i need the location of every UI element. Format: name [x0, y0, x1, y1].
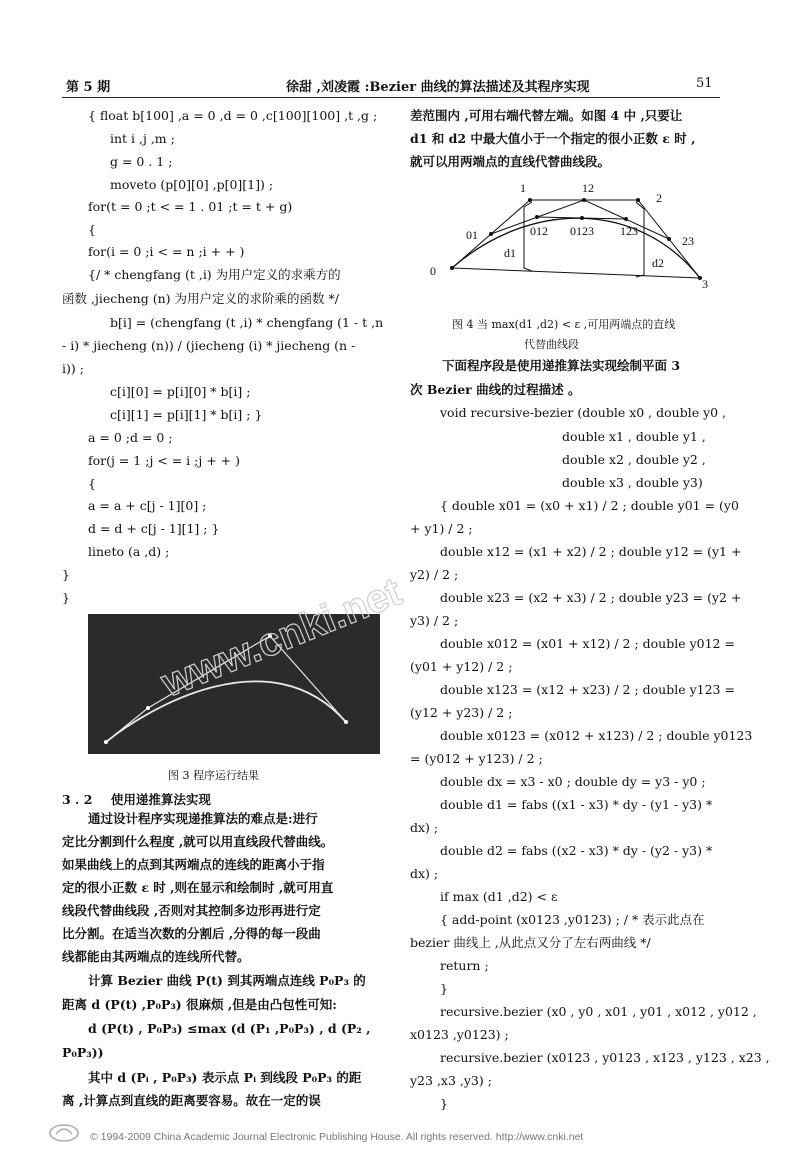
right-code-line: }: [440, 1096, 448, 1111]
left-para-line: 定的很小正数 ε 时 ,则在显示和绘制时 ,就可用直: [62, 880, 334, 895]
right-code-line: = (y012 + y123) / 2 ;: [410, 751, 543, 766]
section-heading: [62, 792, 211, 808]
left-code-line: for(t = 0 ;t < = 1 . 01 ;t = t + g): [88, 199, 293, 214]
right-code-line: double d2 = fabs ((x2 - x3) * dy - (y2 - y3) *: [440, 843, 713, 858]
fig4-label: 0: [430, 264, 436, 278]
left-para-line: 线段代替曲线段 ,否则对其控制多边形再进行定: [62, 903, 321, 918]
right-code-line: double d1 = fabs ((x1 - x3) * dy - (y1 - y3) *: [440, 797, 713, 812]
left-code-line: b[i] = (chengfang (t ,i) * chengfang (1 - t ,n: [110, 315, 384, 330]
right-code-line: { add-point (x0123 ,y0123) ; / * 表示此点在: [440, 912, 705, 927]
right-code-line: recursive.bezier (x0 , y0 , x01 , y01 , x012 , y012 ,: [440, 1004, 757, 1019]
left-para-line: d (P(t) , P₀P₃) ≤max (d (P₁ ,P₀P₃) , d (P₂ ,: [88, 1021, 371, 1036]
copyright-footer: © 1994-2009 China Academic Journal Electronic Publishing House. All rights reserved. http://www.cnki.net: [90, 1131, 584, 1143]
right-code-line: dx) ;: [410, 820, 439, 835]
left-para-line: 如果曲线上的点到其两端点的连线的距离小于指: [62, 857, 325, 872]
fig4-label: 2: [656, 191, 662, 205]
right-para-line: 就可以用两端点的直线代替曲线段。: [410, 154, 611, 169]
left-code-line: int i ,j ,m ;: [110, 131, 175, 146]
cnki-logo: [48, 1122, 80, 1144]
left-para-line: 其中 d (Pᵢ , P₀P₃) 表示点 Pᵢ 到线段 P₀P₃ 的距: [88, 1070, 362, 1085]
fig4-label: 3: [702, 277, 708, 291]
left-para-line: 距离 d (P(t) ,P₀P₃) 很麻烦 ,但是由凸包性可知:: [62, 997, 337, 1012]
fig4-point: [582, 198, 586, 202]
left-code-line: {/ * chengfang (t ,i) 为用户定义的求乘方的: [88, 267, 341, 282]
left-code-line: - i) * jiecheng (n)) / (jiecheng (i) * jiecheng (n -: [62, 338, 356, 353]
right-code-line: bezier 曲线上 ,从此点又分了左右两曲线 */: [410, 935, 651, 950]
issue-number: 第 5 期: [66, 80, 111, 95]
left-code-line: for(i = 0 ;i < = n ;i + + ): [88, 244, 245, 259]
right-code-line: + y1) / 2 ;: [410, 521, 473, 536]
right-code-line: double x23 = (x2 + x3) / 2 ; double y23 = (y2 +: [440, 590, 742, 605]
left-code-line: g = 0 . 1 ;: [110, 154, 173, 169]
fig4-point: [489, 232, 493, 236]
right-code-line: void recursive-bezier (double x0 , double y0 ,: [440, 405, 727, 420]
right-code-line: double x0123 = (x012 + x123) / 2 ; double y0123: [440, 728, 753, 743]
left-code-line: }: [62, 567, 70, 582]
fig4-label: 23: [682, 234, 694, 248]
left-code-line: lineto (a ,d) ;: [88, 544, 170, 559]
right-code-line: x0123 ,y0123) ;: [410, 1027, 509, 1042]
left-code-line: for(j = 1 ;j < = i ;j + + ): [88, 453, 240, 468]
left-para-line: 定比分割到什么程度 ,就可以用直线段代替曲线。: [62, 834, 334, 849]
fig3-control-point: [146, 706, 150, 710]
right-para-line: d1 和 d2 中最大值小于一个指定的很小正数 ε 时 ,: [410, 131, 696, 146]
fig4-point: [667, 237, 671, 241]
right-intro-line1: 下面程序段是使用递推算法实现绘制平面 3: [442, 358, 681, 373]
running-title: 徐甜 ,刘凌霞 :Bezier 曲线的算法描述及其程序实现: [286, 80, 590, 95]
left-code-line: {: [88, 476, 96, 491]
left-code-line: {: [88, 222, 96, 237]
left-para-line: 计算 Bezier 曲线 P(t) 到其两端点连线 P₀P₃ 的: [88, 973, 366, 988]
left-code-line: a = a + c[j - 1][0] ;: [88, 498, 207, 513]
right-code-line: double x12 = (x1 + x2) / 2 ; double y12 = (y1 +: [440, 544, 742, 559]
fig4-point: [450, 266, 454, 270]
left-para-line: 比分割。在适当次数的分割后 ,分得的每一段曲: [62, 926, 321, 941]
left-code-line: moveto (p[0][0] ,p[0][1]) ;: [110, 177, 274, 192]
fig4-label: d2: [652, 256, 664, 270]
left-para-line: 离 ,计算点到直线的距离要容易。故在一定的误: [62, 1093, 321, 1108]
right-code-line: (y12 + y23) / 2 ;: [410, 705, 513, 720]
fig3-control-point: [344, 720, 348, 724]
right-code-line: y2) / 2 ;: [410, 567, 459, 582]
right-code-line: double x012 = (x01 + x12) / 2 ; double y012 =: [440, 636, 735, 651]
right-code-line: double x1 , double y1 ,: [562, 429, 706, 444]
header-rule: [62, 97, 720, 98]
fig4-point: [535, 215, 539, 219]
fig4-caption-line2: 代替曲线段: [524, 338, 579, 351]
left-code-line: c[i][0] = p[i][0] * b[i] ;: [110, 384, 251, 399]
fig3-caption: 图 3 程序运行结果: [168, 769, 259, 782]
fig4-label: 01: [466, 228, 478, 242]
figure-3-program-output: [88, 569, 408, 754]
fig4-label: 1: [520, 181, 526, 195]
right-code-line: y3) / 2 ;: [410, 613, 459, 628]
right-code-line: y23 ,x3 ,y3) ;: [410, 1073, 492, 1088]
fig3-watermark: www.cnki.net: [155, 569, 408, 706]
fig4-point: [636, 198, 640, 202]
fig4-point: [624, 217, 628, 221]
left-code-line: c[i][1] = p[i][1] * b[i] ; }: [110, 407, 263, 422]
section-title: 使用递推算法实现: [110, 792, 211, 807]
fig4-label: 12: [582, 181, 594, 195]
running-header: [66, 76, 714, 98]
fig4-label: d1: [504, 246, 516, 260]
left-para-line: P₀P₃)): [62, 1045, 104, 1060]
right-code-line: }: [440, 981, 448, 996]
left-code-line: i)) ;: [62, 361, 84, 376]
left-code-line: 函数 ,jiecheng (n) 为用户定义的求阶乘的函数 */: [62, 291, 339, 306]
fig4-label: 012: [530, 224, 548, 238]
right-code-line: double x123 = (x12 + x23) / 2 ; double y123 =: [440, 682, 735, 697]
fig4-label: 123: [620, 224, 638, 238]
right-code-line: dx) ;: [410, 866, 439, 881]
right-para-line: 差范围内 ,可用右端代替左端。如图 4 中 ,只要让: [410, 108, 683, 123]
right-code-line: if max (d1 ,d2) < ε: [440, 889, 558, 904]
fig3-control-point: [104, 740, 108, 744]
left-para-line: 通过设计程序实现递推算法的难点是:进行: [88, 811, 318, 826]
left-code-line: d = d + c[j - 1][1] ; }: [88, 521, 220, 536]
right-code-line: recursive.bezier (x0123 , y0123 , x123 , y123 , x23 ,: [440, 1050, 770, 1065]
fig4-d2-brace: [636, 202, 644, 277]
right-code-line: double dx = x3 - x0 ; double dy = y3 - y0 ;: [440, 774, 706, 789]
right-code-line: { double x01 = (x0 + x1) / 2 ; double y01 = (y0: [440, 498, 739, 513]
left-code-line: a = 0 ;d = 0 ;: [88, 430, 173, 445]
left-code-line: { float b[100] ,a = 0 ,d = 0 ,c[100][100] ,t ,g ;: [88, 108, 378, 123]
fig4-point: [528, 198, 532, 202]
fig4-label: 0123: [570, 224, 594, 238]
fig4-caption-line1: 图 4 当 max(d1 ,d2) < ε ,可用两端点的直线: [452, 318, 676, 331]
right-code-line: double x3 , double y3): [562, 475, 703, 490]
right-code-line: return ;: [440, 958, 489, 973]
right-intro-line2: 次 Bezier 曲线的过程描述 。: [410, 382, 581, 397]
left-code-line: }: [62, 590, 70, 605]
right-code-line: double x2 , double y2 ,: [562, 452, 706, 467]
page-number: 51: [696, 76, 713, 91]
left-para-line: 线都能由其两端点的连线所代替。: [62, 949, 250, 964]
right-code-line: (y01 + y12) / 2 ;: [410, 659, 513, 674]
section-number: 3 . 2: [62, 792, 93, 807]
figure-4-subdivision: [420, 175, 720, 300]
fig4-point: [580, 216, 584, 220]
